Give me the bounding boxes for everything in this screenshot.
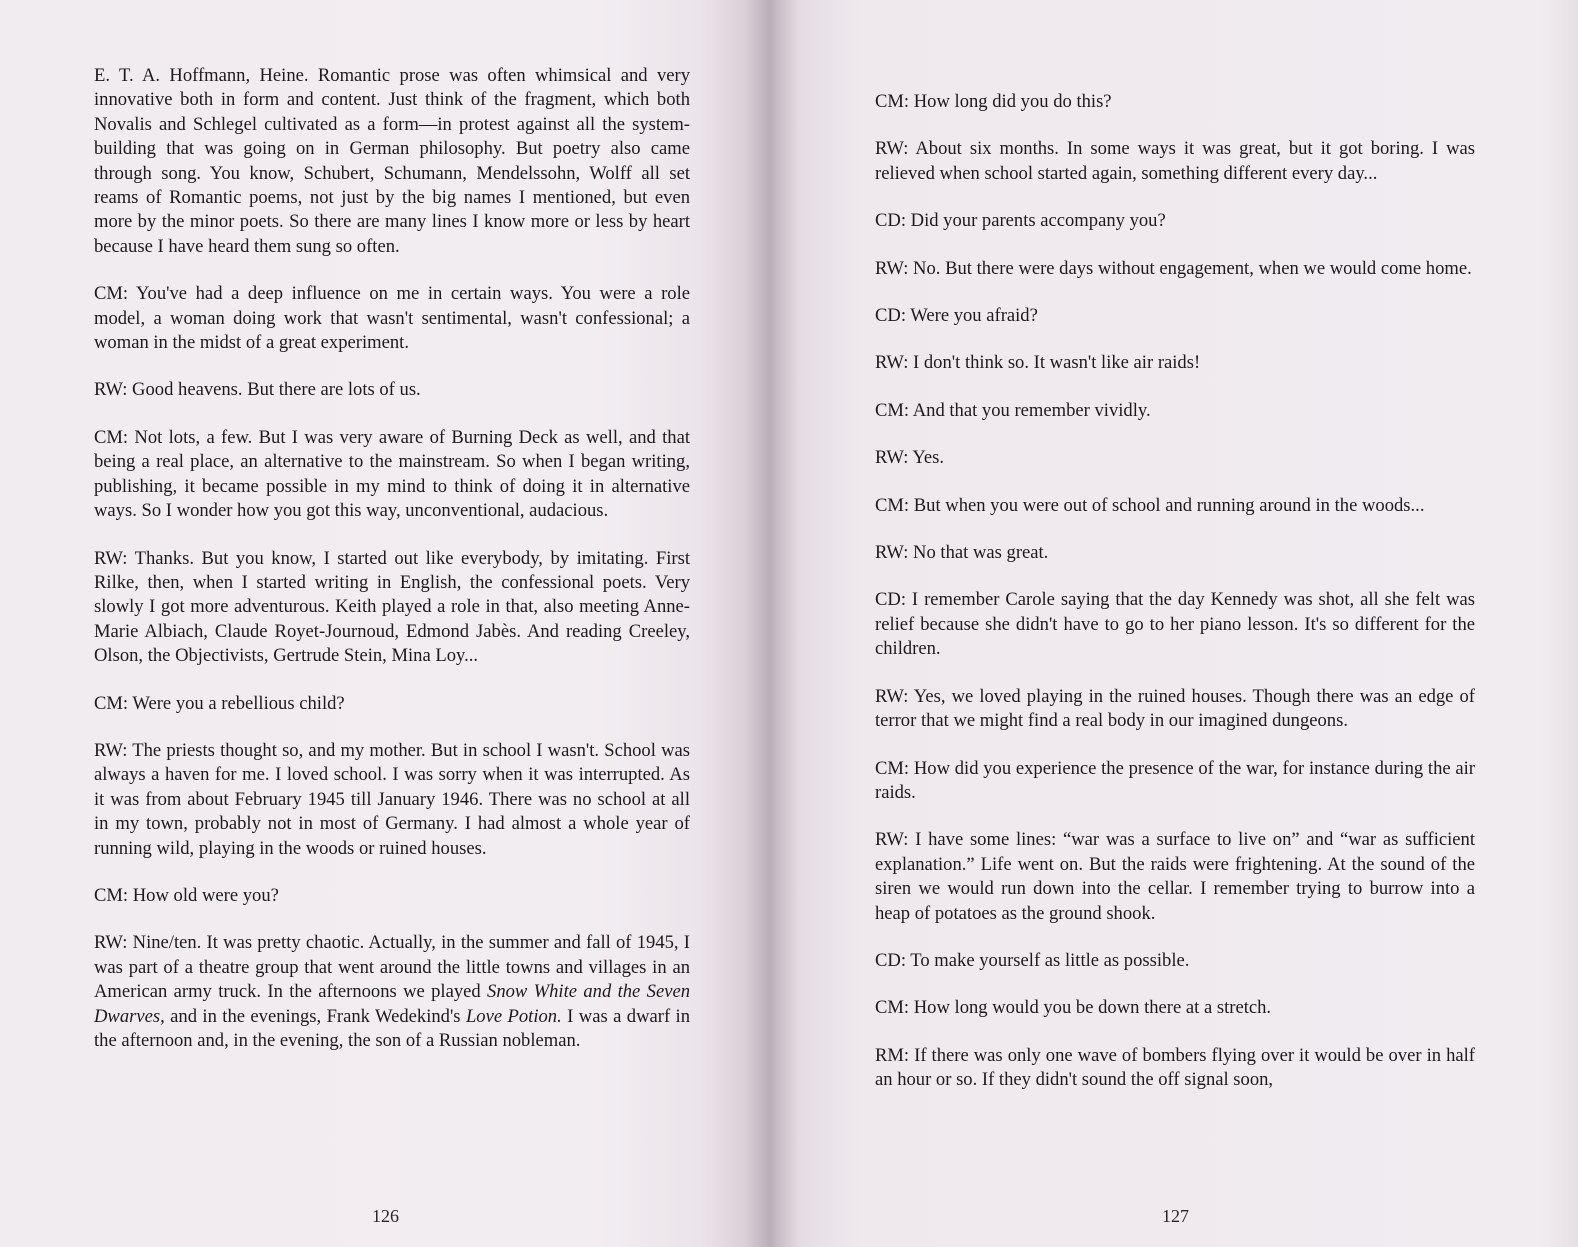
paragraph: CM: How long would you be down there at a stretch. [875,997,1272,1019]
paragraph: CM: But when you were out of school and running around in the woods... [875,494,1425,516]
right-page-text [875,90,1475,1116]
paragraph: CM: How long did you do this? [875,91,1112,112]
paragraph: CD: I remember Carole saying that the day Kennedy was shot, all she felt was relief because she didn't have to go to her piano lesson. It's so different for the children. [875,589,1475,660]
text-run: and in the evenings, Frank Wedekind's [164,1005,466,1027]
text-run: RW: Nine/ten. It was pretty chaotic. Actually, in the summer and fall of 1945, I was part of a theatre group that went around the little towns and villages in an American army truck. In the afternoons we played [94,932,690,1003]
paragraph: RM: If there was only one wave of bombers flying over it would be over in half an hour or so. If they didn't sound the off signal soon, [875,1044,1475,1091]
paragraph-mixed [94,931,690,1053]
paragraph: CD: Did your parents accompany you? [875,210,1166,232]
left-page-text [94,64,690,1076]
paragraph: RW: The priests thought so, and my mother. But in school I wasn't. School was always a haven for me. I loved school. I was sorry when it was interrupted. As it was from about February 1945 till January 1946. There was no school at all in my town, probably not in most of Germany. I had almost a whole year of running wild, playing in the woods or ruined houses. [94,739,690,859]
paragraph: CM: And that you remember vividly. [875,399,1151,421]
page-number: 126 [372,1206,399,1226]
paragraph: E. T. A. Hoffmann, Heine. Romantic prose was often whimsical and very innovative both in form and content. Just think of the fragment, which both Novalis and Schlegel cultivated as a form—in protest against all the system-building that was going on in German philosophy. But poetry also came through song. You know, Schubert, Schumann, Mendelssohn, Wolff all set reams of Romantic poems, not just by the big names I mentioned, but even more by the minor poets. So there are many lines I know more or less by heart because I have heard them sung so often. [94,65,690,257]
paragraph: RW: No that was great. [875,542,1049,564]
left-page [0,0,770,1247]
text-run: I was a dwarf in the afternoon and, in the evening, the son of a Russian nobleman. [94,1005,691,1051]
paragraph: CM: You've had a deep influence on me in certain ways. You were a role model, a woman doing work that wasn't sentimental, wasn't confessional; a woman in the midst of a great experiment. [94,283,690,354]
paragraph: CD: To make yourself as little as possible. [875,949,1190,971]
right-page [780,0,1578,1247]
paragraph: RW: Thanks. But you know, I started out like everybody, by imitating. First Rilke, then, when I started writing in English, the confessional poets. Very slowly I got more adventurous. Keith played a role in that, also meeting Anne-Marie Albiach, Claude Royet-Journoud, Edmond Jabès. And reading Creeley, Olson, the Objectivists, Gertrude Stein, Mina Loy... [94,547,690,667]
paragraph: RW: Yes, we loved playing in the ruined houses. Though there was an edge of terror that we might find a real body in our imagined dungeons. [875,685,1475,732]
paragraph: CM: Not lots, a few. But I was very aware of Burning Deck as well, and that being a real place, an alternative to the mainstream. So when I began writing, publishing, it became possible in my mind to think of doing it in alternative ways. So I wonder how you got this way, unconventional, audacious. [94,426,690,522]
paragraph: RW: I don't think so. It wasn't like air raids! [875,352,1201,374]
italic-title-snow-white: Snow White and the Seven Dwarves, [94,981,690,1027]
paragraph: CM: Were you a rebellious child? [94,692,345,714]
paragraph: CM: How did you experience the presence of the war, for instance during the air raids. [875,757,1475,803]
paragraph: RW: I have some lines: “war was a surface to live on” and “war as sufficient explanation.” Life went on. But the raids were frightening. At the sound of the siren we would run down into the cellar. I remember trying to burrow into a heap of potatoes as the ground shook. [875,829,1475,924]
paragraph: CD: Were you afraid? [875,305,1038,327]
paragraph: RW: About six months. In some ways it was great, but it got boring. I was relieved when school started again, something different every day... [875,138,1475,184]
paragraph: CM: How old were you? [94,884,279,906]
paragraph: RW: No. But there were days without engagement, when we would come home. [875,257,1472,279]
paragraph: RW: Yes. [875,447,945,469]
paragraph: RW: Good heavens. But there are lots of us. [94,379,421,401]
italic-title-love-potion: Love Potion. [465,1005,562,1027]
page-number: 127 [1162,1206,1189,1226]
